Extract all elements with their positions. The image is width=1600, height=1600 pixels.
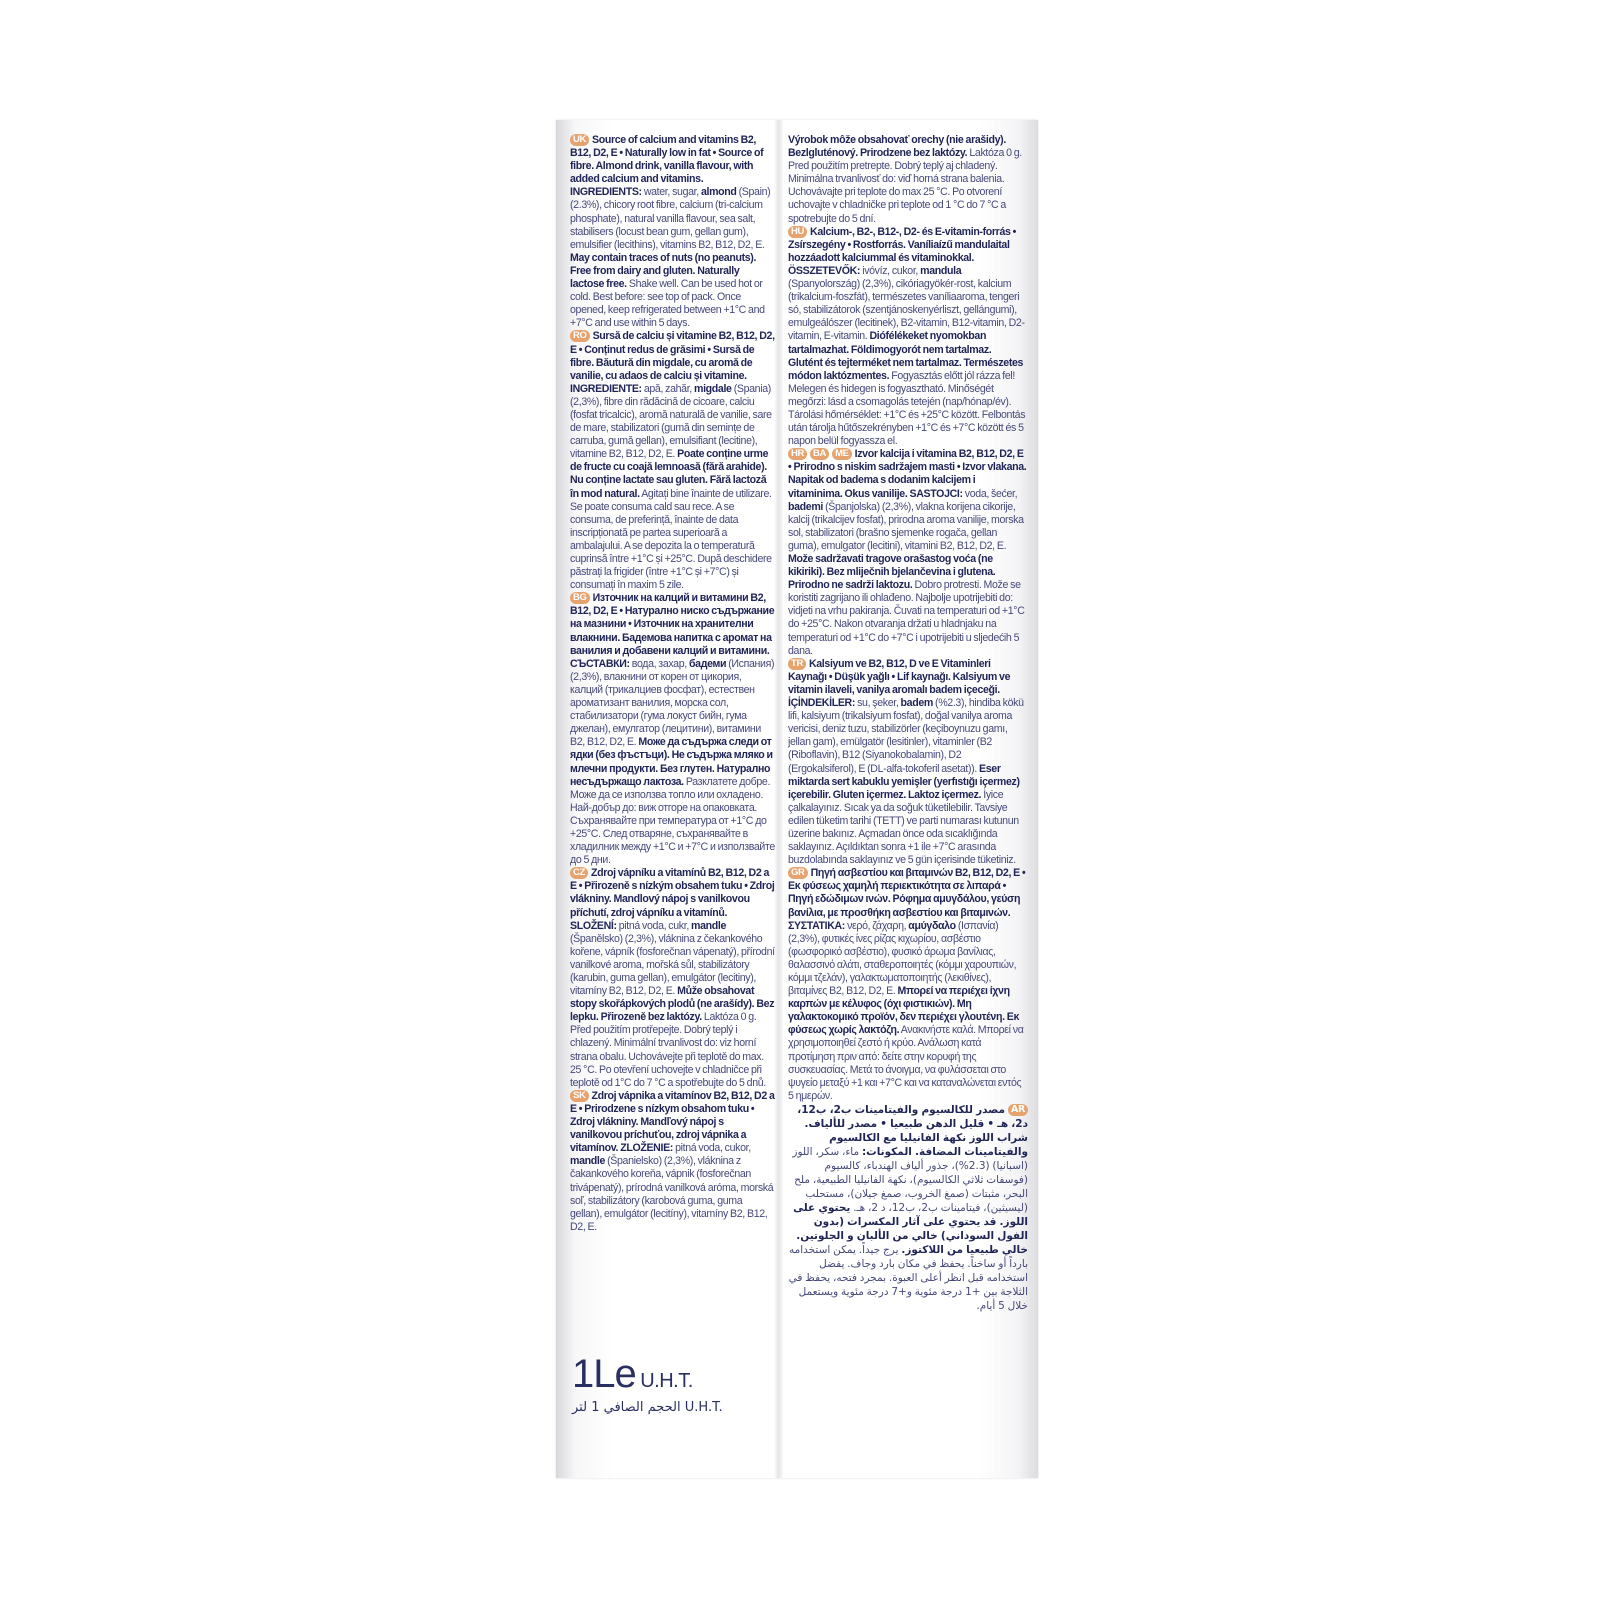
language-badge-cz: CZ <box>570 867 588 879</box>
uht-label: U.H.T. <box>640 1370 693 1392</box>
language-badge-ba: BA <box>810 448 829 460</box>
language-badge-ro: RO <box>570 330 590 342</box>
section-uk: UK Source of calcium and vitamins B2, B12, D2, E • Naturally low in fat • Source of fibre. Almond drink, vanilla flavour, with added calcium and vitamins. INGREDIENTS: water, sugar, almond (Spain) (2.3%), chicory root fibre, calcium (tri-calcium phosphate), natural vanilla flavour, sea salt, stabilisers (locust bean gum, gellan gum), emulsifier (lecithins), vitamins B2, B12, D2, E. May contain traces of nuts (no peanuts). Free from dairy and gluten. Naturally lactose free. Shake well. Can be used hot or cold. Best before: see top of pack. Once opened, keep refrigerated between +1°C and +7°C and use within 5 days. <box>570 134 771 330</box>
section-sk: SK Zdroj vápnika a vitamínov B2, B12, D2 a E • Prirodzene s nízkym obsahom tuku • Zdroj vlákniny. Mandľový nápoj s vanilkovou príchuťou, zdroj vápnika a vitamínov. ZLOŽENIE: pitná voda, cukor, mandle (Španielsko) (2,3%), vláknina z čakankového koreňa, vápnik (fosforečnan trivápenatý), prírodná vanilková aróma, morská soľ, stabilizátory (karobová guma, guma gellan), emulgátor (lecitíny), vitamíny B2, B12, D2, E. <box>570 1089 775 1233</box>
volume-1l: 1L <box>572 1352 615 1396</box>
section-ro: RO Sursă de calciu și vitamine B2, B12, D2, E • Conținut redus de grăsimi • Sursă de fibre. Băutură din migdale, cu aromă de vanilie, cu adaos de calciu și vitamine. INGREDIENTE: apă, zahăr, migdale (Spania) (2,3%), fibre din rădăcină de cicoare, calciu (fosfat tricalcic), aromă naturală de vanilie, sare de mare, stabilizatori (gumă din semințe de carruba, gumă gellan), emulsifiant (lecitine), vitamine B2, B12, D2, E. Poate conține urme de fructe cu coajă lemnoasă (fără arahide). Nu conține lactate sau gluten. Fără lactoză în mod natural. Agitați bine înainte de utilizare. Se poate consuma cald sau rece. A se consuma, de preferință, înainte de data inscripționată pe partea superioară a ambalajului. A se depozita la o temperatură cuprinsă între +1°C și +25°C. După deschidere păstrați la frigider (între +1°C și +7°C) și consumați în maxim 5 zile. <box>570 330 775 592</box>
language-badge-bg: BG <box>570 592 590 604</box>
section-gr: GR Πηγή ασβεστίου και βιταμινών B2, B12, D2, E • Εκ φύσεως χαμηλή περιεκτικότητα σε λιπαρά • Πηγή εδώδιμων ινών. Ρόφημα αμυγδάλου, γεύση βανίλια, με προσθήκη ασβεστίου και βιταμινών. ΣΥΣΤΑΤΙΚΑ: νερό, ζάχαρη, αμύγδαλο (Ισπανία) (2,3%), φυτικές ίνες ρίζας κιχωρίου, ασβέστιο (φωσφορικό ασβέστιο), φυσικό άρωμα βανίλιας, θαλασσινό αλάτι, σταθεροποιητές (κόμμι χαρουπιών, κόμμι τζελάν), γαλακτωματοποιητής (λεκιθίνες), βιταμίνες B2, B12, D2, E. Μπορεί να περιέχει ίχνη καρπών με κέλυφος (όχι φιστικιών). Μη γαλακτοκομικό προϊόν, δεν περιέχει γλουτένη. Εκ φύσεως χωρίς λακτόζη. Ανακινήστε καλά. Μπορεί να χρησιμοποιηθεί ζεστό ή κρύο. Ανάλωση κατά προτίμηση πριν από: δείτε στην κορυφή της συσκευασίας. Μετά το άνοιγμα, να φυλάσσεται στο ψυγείο μεταξύ +1 και +7°C και να καταναλώνεται εντός 5 ημερών. <box>788 867 1026 1102</box>
language-badge-me: ME <box>832 448 852 460</box>
section-hr-ba-me: HR BA ME Izvor kalcija i vitamina B2, B12, D2, E • Prirodno s niskim sadržajem masti • Izvor vlakana. Napitak od badema s dodanim kalcijem i vitaminima. Okus vanilije. SASTOJCI: voda, šećer, bademi (Španjolska) (2,3%), vlakna korijena cikorije, kalcij (trikalcijev fosfat), prirodna aroma vanilije, morska sol, stabilizatori (brašno sjemenke rogača, gellan guma), emulgator (lecitini), vitamini B2, B12, D2, E. Može sadržavati tragove orašastog voća (ne kikiriki). Bez mliječnih bjelančevina i glutena. Prirodno ne sadrži laktozu. Dobro protresti. Može se koristiti zagrijano ili ohlađeno. Najbolje upotrijebiti do: vidjeti na vrhu pakiranja. Čuvati na temperaturi od +1°C do +25°C. Nakon otvaranja držati u hladnjaku na temperaturi od +1°C do +7°C i upotrijebiti u sljedećih 5 dana. <box>788 448 1027 657</box>
section-tr: TR Kalsiyum ve B2, B12, D ve E Vitaminleri Kaynağı • Düşük yağlı • Lif kaynağı. Kalsiyum ve vitamin ilaveli, vanilya aromalı badem içeceği. İÇİNDEKİLER: su, şeker, badem (%2.3), hindiba kökü lifi, kalsiyum (trikalsiyum fosfat), doğal vanilya aroma vericisi, deniz tuzu, stabilizörler (keçiboynuzu gamı, jellan gam), emülgatör (lesitinler), vitaminler (B2 (Riboflavin), B12 (Siyanokobalamin), D2 (Ergokalsiferol), E (DL-alfa-tokoferil asetat)). Eser miktarda sert kabuklu yemişler (yerfıstığı içermez) içerebilir. Gluten içermez. Laktoz içermez. İyice çalkalayınız. Sıcak ya da soğuk tüketilebilir. Tavsiye edilen tüketim tarihi (TETT) ve parti numarası kutunun üzerine bakınız. Açmadan önce oda sıcaklığında saklayınız. Açıldıktan sonra +1 ile +7°C arasında buzdolabında saklayınız ve 5 gün içerisinde tüketiniz. <box>788 657 1024 867</box>
language-badge-sk: SK <box>570 1090 589 1102</box>
carton-fold <box>774 120 784 1478</box>
volume-mark <box>572 1352 693 1397</box>
language-badge-tr: TR <box>788 658 806 670</box>
section-hu: HU Kalcium-, B2-, B12-, D2- és E-vitamin-forrás • Zsírszegény • Rostforrás. Vaníliaízű mandulaital hozzáadott kalciummal és vitaminokkal. ÖSSZETEVŐK: ivóvíz, cukor, mandula (Spanyolország) (2,3%), cikóriagyökér-rost, kalcium (trikalcium-foszfát), természetes vaníliaaroma, tengeri só, stabilizátorok (szentjánoskenyérliszt, gellángumi), emulgeálószer (lecitinek), B2-vitamin, B12-vitamin, D2-vitamin, E-vitamin. Diófélékeket nyomokban tartalmazhat. Földimogyorót nem tartalmaz. Glutént és tejterméket nem tartalmaz. Természetes módon laktózmentes. Fogyasztás előtt jól rázza fel! Melegen és hidegen is fogyasztható. Minőségét megőrzi: lásd a csomagolás tetején (nap/hónap/év). Tárolási hőmérséklet: +1°C és +25°C között. Felbontás után tárolja hűtőszekrényben +1°C és +7°C között és 5 napon belül fogyassza el. <box>788 225 1026 448</box>
language-badge-hr: HR <box>788 448 807 460</box>
volume-arabic: الحجم الصافي 1 لتر U.H.T. <box>572 1400 723 1415</box>
e-mark: e <box>614 1352 636 1396</box>
section-bg: BG Източник на калций и витамини B2, B12, D2, E • Натурално ниско съдържание на мазнини • Източник на хранителни влакнини. Бадемова напитка с аромат на ванилия и добавени калций и витамини. СЪСТАВКИ: вода, захар, бадеми (Испания) (2,3%), влакнини от корен от цикория, калций (трикалциев фосфат), естествен аромaтизант ванилия, морска сол, стабилизатори (гума локуст бийн, гума джелан), емулгатор (лецитини), витамини B2, B12, D2, E. Може да съдържа следи от ядки (без фъстъци). Не съдържа мляко и млечни продукти. Без глутен. Натурално несъдържащо лактоза. Разклатете добре. Може да се използва топло или охладено. Най-добър до: виж отгоре на опаковката. Съхранявайте при температура от +1°C до +25°C. След отваряне, съхранявайте в хладилник между +1°C и +7°C и използвайте до 5 дни. <box>570 592 775 867</box>
section-sk-continued: Výrobok môže obsahovať orechy (nie arašidy). Bezlgluténový. Prirodzene bez laktózy. Laktóza 0 g. Pred použitím pretrepte. Dobrý teplý aj chladený. Minimálna trvanlivosť do: viď horná strana balenia. Uchovávajte pri teplote do max 25 °C. Po otvorení uchovajte v chladničke pri teplote od 1 °C do 7 °C a spotrebujte do 5 dní. <box>788 134 1022 225</box>
section-ar: ARمصدر للكالسيوم والفيتامينات ب2، ب12، د2، هـ • قليل الدهن طبيعيا • مصدر للألياف. شراب اللوز نكهة الفانيليا مع الكالسيوم والفيتامينات المضافة. المكونات: ماء، سكر، اللوز (اسبانيا) (2.3%)، جذور ألياف الهندباء، كالسيوم (فوسفات ثلاثي الكالسيوم)، نكهة الفانيليا الطبيعية، ملح البحر، مثبتات (صمغ الخروب، صمغ جيلان)، مستحلب (ليسيثين)، فيتامينات ب2، ب12، د 2، هـ. يحتوي على اللوز. قد يحتوي على آثار المكسرات (بدون الفول السوداني) خالي من الألبان و الجلوتين. خالي طبيعيا من اللاكتوز. يرج جيداً. يمكن استخدامه بارداً أو ساخناً. يحفظ في مكان بارد وجاف. يفضل استخدامه قبل انظر أعلى العبوة. بمجرد فتحه، يحفظ في الثلاجة بين +1 درجة مئوية و+7 درجة مئوية ويستعمل خلال 5 أيام. <box>788 1103 1028 1312</box>
label-column-right <box>788 134 1028 1313</box>
product-label <box>556 120 1038 1478</box>
language-badge-ar: AR <box>1008 1104 1028 1116</box>
language-badge-hu: HU <box>788 226 807 238</box>
section-cz: CZ Zdroj vápníku a vitamínů B2, B12, D2 a E • Přirozeně s nízkým obsahem tuku • Zdroj vlákniny. Mandlový nápoj s vanilkovou příchutí, zdroj vápníku a vitamínů. SLOŽENÍ: pitná voda, cukr, mandle (Španělsko) (2,3%), vláknina z čekankového kořene, vápník (fosforečnan vápenatý), přírodní vanilkové aroma, mořská sůl, stabilizátory (karubin, guma gellan), emulgátor (lecitiny), vitamíny B2, B12, D2, E. Může obsahovat stopy skořápkových plodů (ne arašídy). Bez lepku. Přirozeně bez laktózy. Laktóza 0 g. Před použitím protřepejte. Dobrý teplý i chlazený. Minimální trvanlivost do: viz horní strana obalu. Uchovávejte při teplotě do max. 25 °C. Po otevření uchovejte v chladničce při teplotě od 1°C do 7 °C a spotřebujte do 5 dnů. <box>570 867 775 1089</box>
language-badge-uk: UK <box>570 134 589 146</box>
label-column-left <box>570 134 775 1234</box>
language-badge-gr: GR <box>788 867 808 879</box>
